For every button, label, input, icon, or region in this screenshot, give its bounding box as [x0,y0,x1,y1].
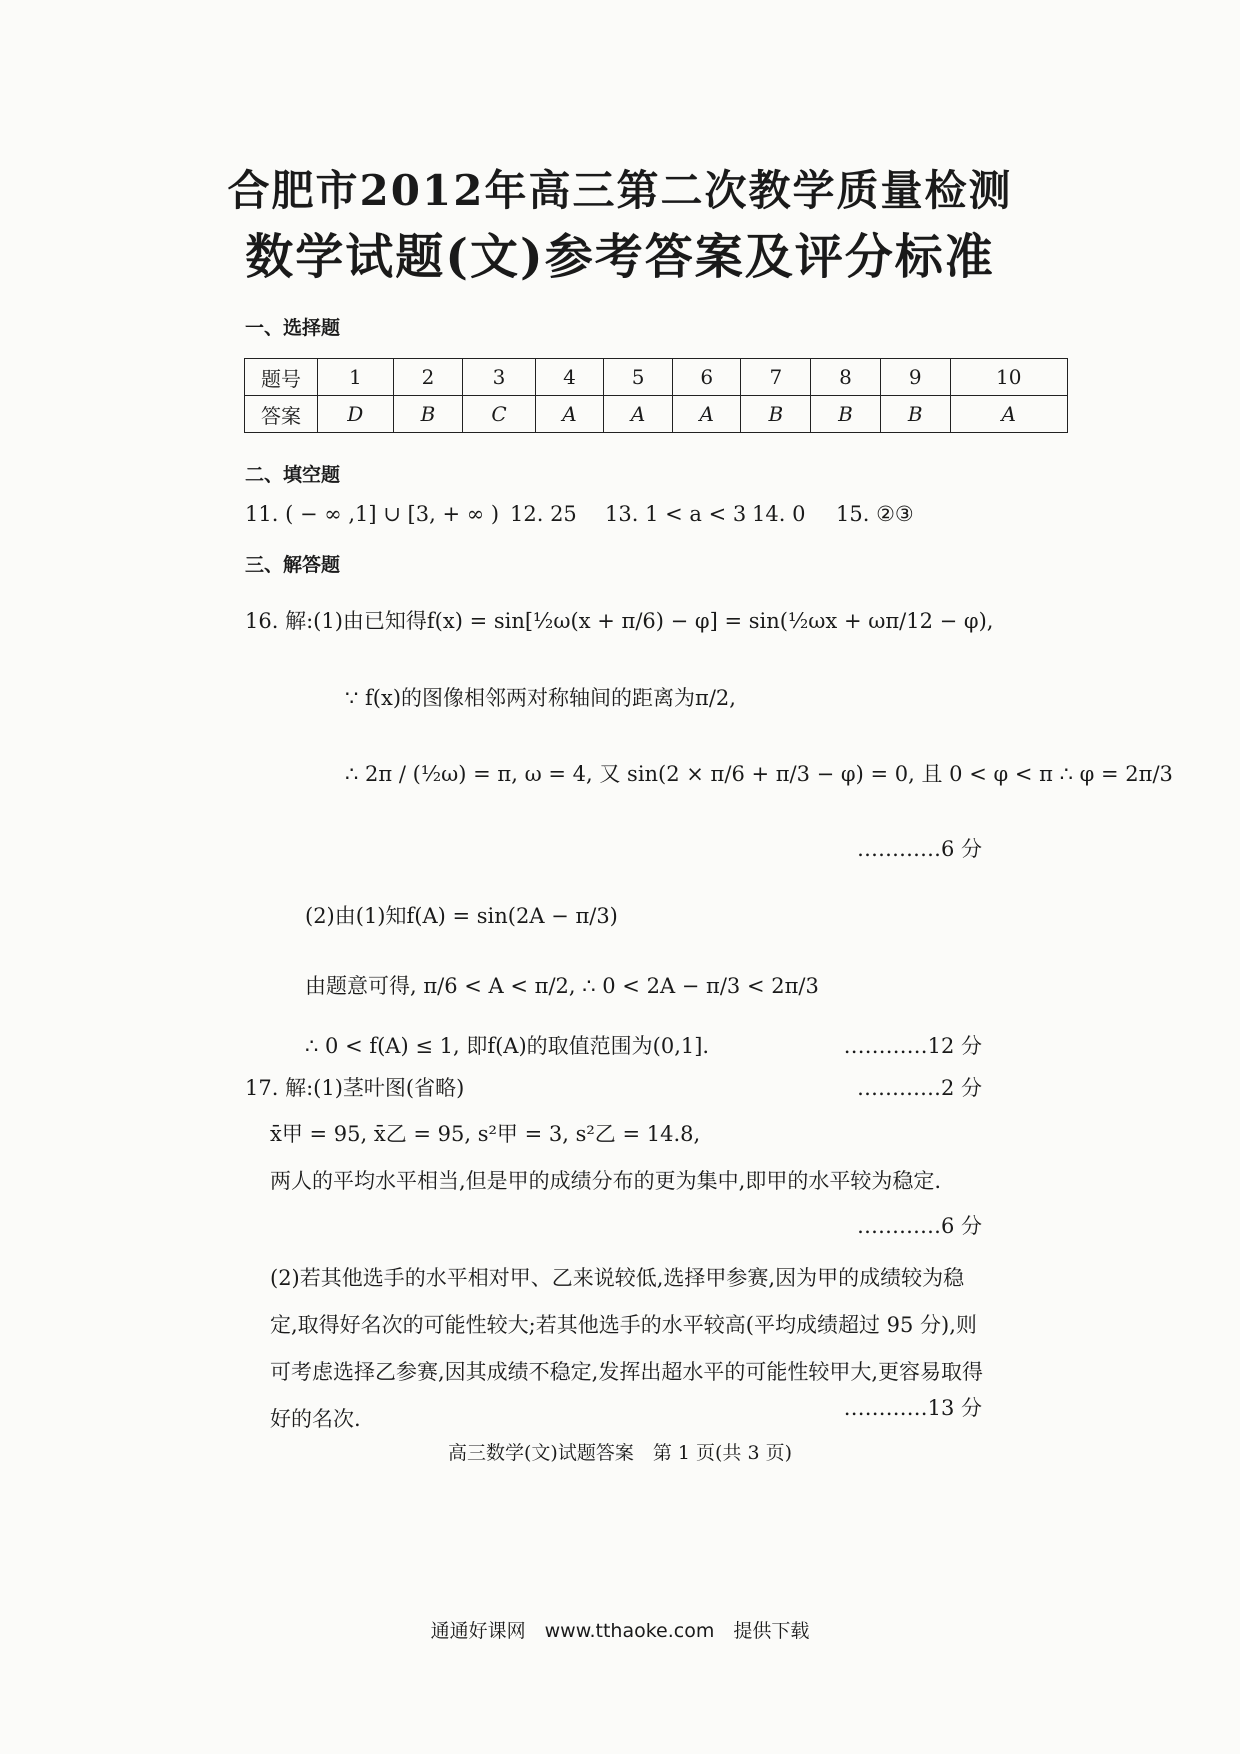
table-row-label: 答案 [245,396,318,433]
table-row-numbers [245,359,1068,396]
document-subtitle: 数学试题(文)参考答案及评分标准 [245,229,995,285]
section-heading-choice: 一、选择题 [245,317,341,339]
fill-answer-12: 12. 25 [510,502,577,526]
fill-answer-11: 11. ( − ∞ ,1] ∪ [3, + ∞ ) [245,502,500,526]
fill-answer-15: 15. ②③ [836,502,914,526]
answer-cell: A [535,396,604,433]
q17-line-2: x̄甲 = 95, x̄乙 = 95, s²甲 = 3, s²乙 = 14.8, [270,1122,701,1146]
page-footer: 高三数学(文)试题答案 第 1 页(共 3 页) [448,1442,792,1464]
document-title: 合肥市2012年高三第二次教学质量检测 [227,166,1013,215]
question-number: 8 [811,359,881,396]
score-marker: …………6 分 [856,837,982,861]
score-marker: …………13 分 [843,1396,982,1420]
answer-cell: B [741,396,811,433]
score-marker: …………6 分 [856,1214,982,1238]
q17-line-1: 17. 解:(1)茎叶图(省略) [245,1076,465,1100]
answer-cell: A [950,396,1067,433]
question-number: 7 [741,359,811,396]
fill-answer-13: 13. 1 < a < 3 [605,502,747,526]
section-heading-solutions: 三、解答题 [245,554,341,576]
answer-table [244,358,1068,433]
answer-cell: B [811,396,881,433]
question-number: 4 [535,359,604,396]
q16-line-6: ∴ 0 < f(A) ≤ 1, 即f(A)的取值范围为(0,1]. [305,1034,710,1058]
answer-cell: A [604,396,673,433]
q17-line-3: 两人的平均水平相当,但是甲的成绩分布的更为集中,即甲的水平较为稳定. [270,1169,942,1193]
table-row-answers [245,396,1068,433]
section-heading-fill: 二、填空题 [245,464,341,486]
score-marker: …………12 分 [843,1034,982,1058]
question-number: 5 [604,359,673,396]
question-number: 6 [672,359,741,396]
question-number: 2 [393,359,463,396]
score-marker: …………2 分 [856,1076,982,1100]
question-number: 9 [880,359,950,396]
q16-line-3: ∴ 2π / (½ω) = π, ω = 4, 又 sin(2 × π/6 + π/3 − φ) = 0, 且 0 < φ < π ∴ φ = 2π/3 [345,762,1173,786]
q16-line-4: (2)由(1)知f(A) = sin(2A − π/3) [305,904,618,928]
answer-cell: B [393,396,463,433]
site-credit: 通通好课网 www.tthaoke.com 提供下载 [430,1620,810,1642]
q16-line-2: ∵ f(x)的图像相邻两对称轴间的距离为π/2, [345,686,736,710]
question-number: 3 [463,359,535,396]
table-row-label: 题号 [245,359,318,396]
question-number: 10 [950,359,1067,396]
fill-answer-14: 14. 0 [752,502,806,526]
answer-cell: B [880,396,950,433]
question-number: 1 [318,359,394,396]
answer-cell: C [463,396,535,433]
q16-line-5: 由题意可得, π/6 < A < π/2, ∴ 0 < 2A − π/3 < 2π/3 [305,974,819,998]
answer-cell: A [672,396,741,433]
answer-cell: D [318,396,394,433]
q17-part-2: (2)若其他选手的水平相对甲、乙来说较低,选择甲参赛,因为甲的成绩较为稳定,取得好名次的可能性较大;若其他选手的水平较高(平均成绩超过 95 分),则可考虑选择乙参赛,因其成绩不稳定,发挥出超水平的可能性较甲大,更容易取得好的名次. [270,1266,984,1431]
q16-line-1: 16. 解:(1)由已知得f(x) = sin[½ω(x + π/6) − φ] = sin(½ωx + ωπ/12 − φ), [245,609,994,633]
